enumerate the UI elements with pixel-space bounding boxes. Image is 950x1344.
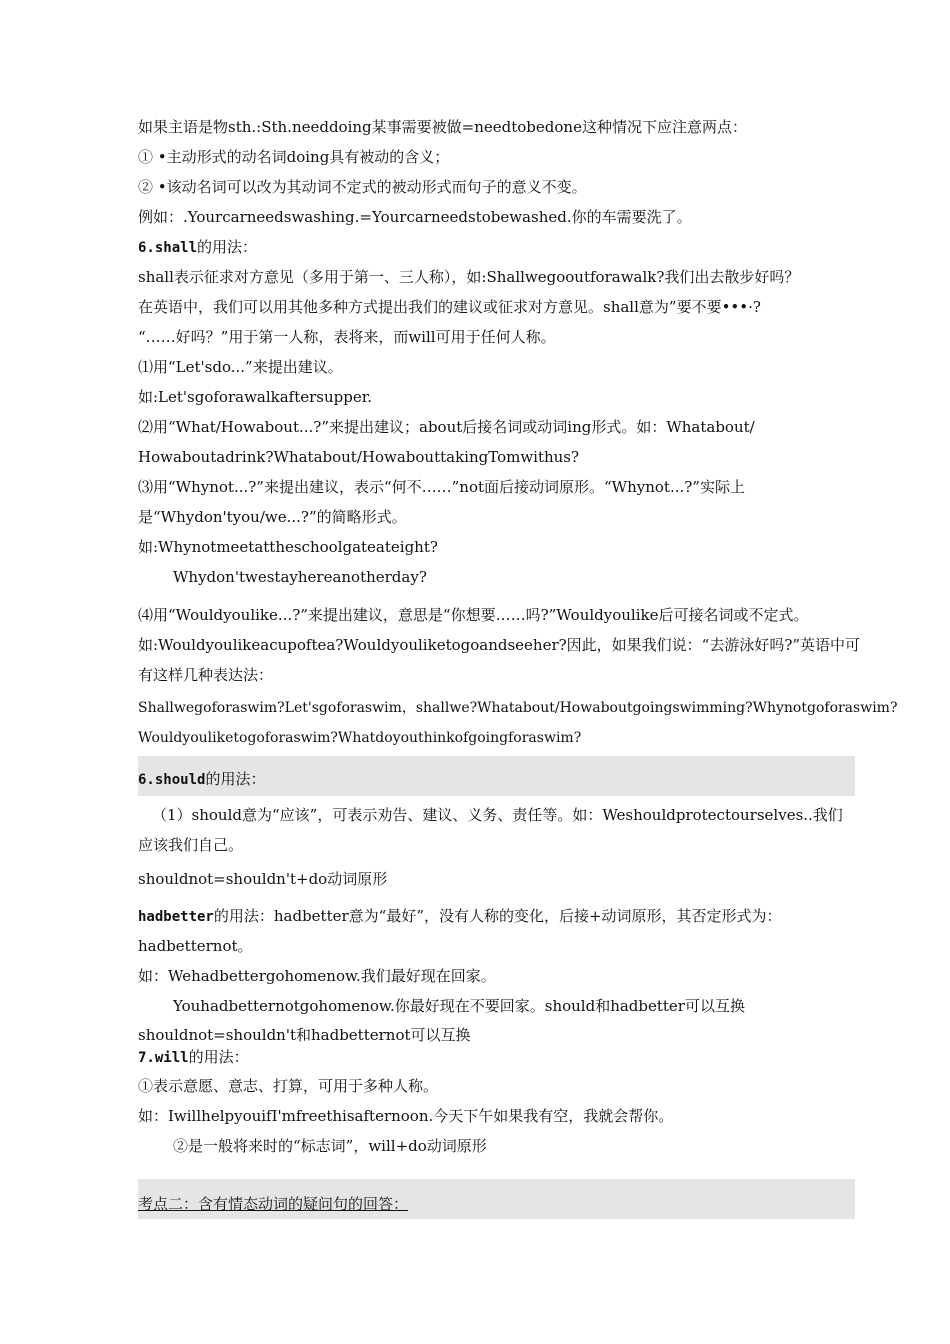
text-line: 是“Whydon'tyou/we...?”的简略形式。 — [138, 508, 407, 526]
heading-text: 的用法： — [197, 238, 258, 256]
text-line: Wouldyouliketogoforaswim?Whatdoyouthinkofgoingforaswim? — [138, 730, 582, 746]
text-line: hadbetternot。 — [138, 937, 253, 955]
heading-number: 7. — [138, 1050, 155, 1066]
heading-text: 的用法： — [188, 1048, 249, 1066]
text-line: 如：IwillhelpyouifI'mfreethisafternoon.今天下午如果我有空，我就会帮你。 — [138, 1107, 674, 1125]
text-line: Whydon'twestayhereanotherday? — [173, 568, 427, 586]
heading-keyword: will — [154, 1050, 189, 1066]
text-line: 在英语中，我们可以用其他多种方式提出我们的建议或征求对方意见。shall意为”要不要•••·? — [138, 298, 761, 316]
heading-keyword: shall — [154, 240, 198, 256]
text-line: Youhadbetternotgohomenow.你最好现在不要回家。should和hadbetter可以互换 — [173, 997, 745, 1015]
heading-keyword: should — [154, 772, 206, 788]
heading-text: 的用法：hadbetter意为“最好”，没有人称的变化，后接+动词原形，其否定形式为： — [213, 907, 782, 925]
text-line: ② •该动名词可以改为其动词不定式的被动形式而句子的意义不变。 — [138, 178, 587, 196]
text-line: Howaboutadrink?Whatabout/HowabouttakingTomwithus? — [138, 448, 580, 466]
text-line: 如：Wehadbettergohomenow.我们最好现在回家。 — [138, 967, 496, 985]
text-line: ②是一般将来时的“标志词”，will+do动词原形 — [173, 1137, 487, 1155]
text-line: 如果主语是物sth.:Sth.needdoing某事需要被做=needtobedone这种情况下应注意两点： — [138, 118, 747, 136]
text-line: ⑴用“Let'sdo...”来提出建议。 — [138, 358, 343, 376]
text-line: 如:Whynotmeetattheschoolgateateight? — [138, 538, 438, 556]
text-line: ①表示意愿、意志、打算，可用于多种人称。 — [138, 1077, 439, 1095]
heading-number: 6. — [138, 240, 155, 256]
text-line: （1）should意为“应该”，可表示劝告、建议、义务、责任等。如：Weshouldprotectourselves..我们 — [152, 806, 843, 824]
text-line: 例如：.Yourcarneedswashing.=Yourcarneedstobewashed.你的车需要洗了。 — [138, 208, 692, 226]
section-heading: 考点二：含有情态动词的疑问句的回答： — [138, 1195, 409, 1213]
text-line: ⑶用“Whynot...?”来提出建议，表示“何不……”not面后接动词原形。“Whynot...?”实际上 — [138, 478, 745, 496]
heading-should — [138, 768, 265, 791]
text-line: 有这样几种表达法： — [138, 666, 274, 684]
text-line: 如:Wouldyoulikeacupoftea?Wouldyouliketogoandseeher?因此，如果我们说：“去游泳好吗?”英语中可 — [138, 636, 861, 654]
text-line: 如:Let'sgoforawalkaftersupper. — [138, 388, 373, 406]
text-line: shall表示征求对方意见（多用于第一、三人称），如:Shallwegooutforawalk?我们出去散步好吗？ — [138, 268, 800, 286]
text-line: ⑵用“What/Howabout...?”来提出建议；about后接名词或动词ing形式。如：Whatabout/ — [138, 418, 755, 436]
heading-number: 6. — [138, 772, 155, 788]
heading-shall — [138, 236, 257, 259]
heading-keyword: hadbetter — [138, 909, 214, 925]
text-line: shouldnot=shouldn't+do动词原形 — [138, 870, 388, 888]
text-line: “……好吗？”用于第一人称，表将来，而will可用于任何人称。 — [138, 328, 556, 346]
text-line: 应该我们自己。 — [138, 836, 244, 854]
text-line: ⑷用“Wouldyoulike...?”来提出建议，意思是“你想要……吗?”Wouldyoulike后可接名词或不定式。 — [138, 606, 809, 624]
text-line: ① •主动形式的动名词doing具有被动的含义； — [138, 148, 450, 166]
heading-will — [138, 1046, 249, 1069]
text-line: Shallwegoforaswim?Let'sgoforaswim，shallwe?Whatabout/Howaboutgoingswimming?Whynotgoforaswim? — [138, 700, 898, 716]
heading-text: 的用法： — [205, 770, 266, 788]
heading-hadbetter — [138, 905, 782, 928]
text-line: shouldnot=shouldn't和hadbetternot可以互换 — [138, 1026, 471, 1044]
